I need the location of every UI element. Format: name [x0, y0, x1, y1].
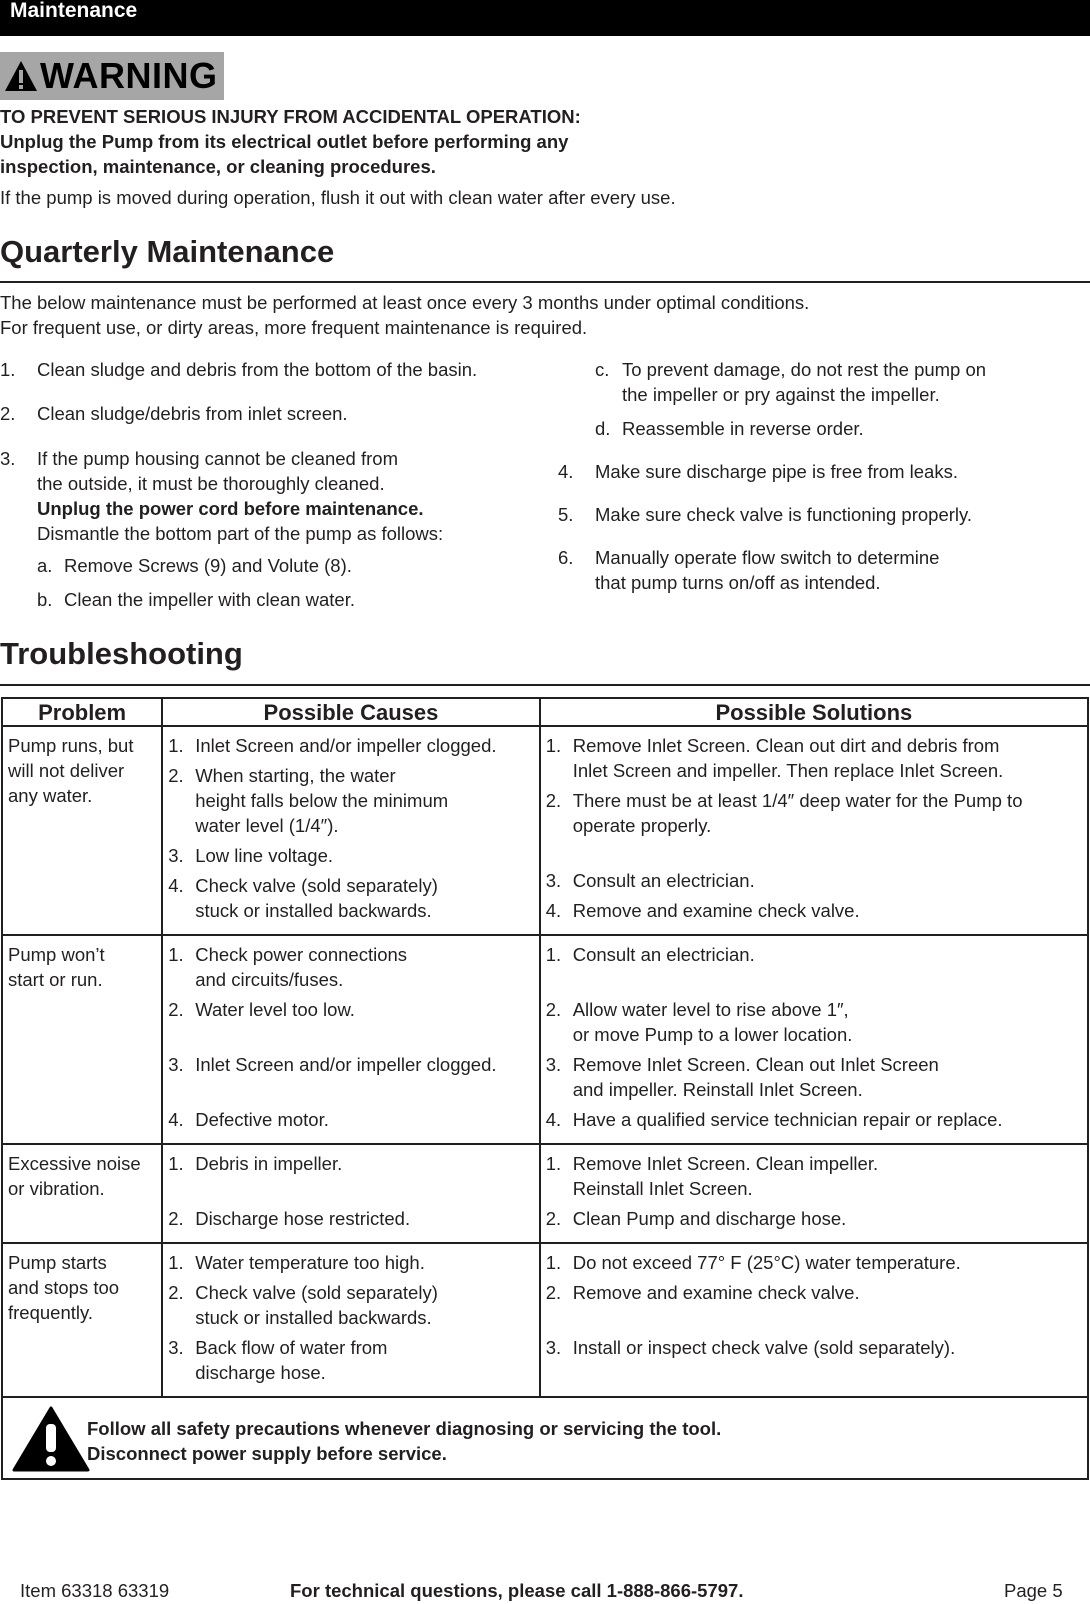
item-text: Reassemble in reverse order.	[622, 418, 864, 439]
item-text-line: Dismantle the bottom part of the pump as follows:	[37, 523, 444, 544]
item-number: 6.	[558, 547, 574, 568]
problem-text-line: or vibration.	[8, 1178, 105, 1199]
item-text: Make sure discharge pipe is free from leaks.	[595, 461, 958, 482]
problem-text-line: Pump runs, but	[8, 735, 134, 756]
entry-text	[195, 942, 407, 992]
cause-entry	[168, 873, 535, 923]
section-header-title: Maintenance	[10, 0, 138, 22]
cause-entry	[168, 733, 535, 758]
solutions-cell	[540, 726, 1088, 935]
problem-text-line: Pump starts	[8, 1252, 107, 1273]
problem-cell	[2, 726, 162, 935]
cause-entry	[168, 763, 535, 838]
entry-text	[573, 1206, 847, 1231]
quarterly-intro	[0, 290, 809, 340]
troubleshooting-body	[2, 726, 1088, 1397]
entry-number: 3.	[168, 845, 184, 866]
entry-number: 2.	[545, 999, 562, 1020]
problem-text-line: any water.	[8, 785, 93, 806]
entry-text-line: water level (1/4″).	[195, 815, 339, 836]
item-number: 3.	[0, 448, 16, 469]
entry-text	[573, 1280, 860, 1330]
item-text-line: Manually operate flow switch to determine	[595, 547, 940, 568]
item-text-line: To prevent damage, do not rest the pump on	[622, 359, 987, 380]
solution-entry	[546, 1280, 1083, 1330]
entry-text-line: Remove Inlet Screen. Clean out Inlet Screen	[572, 1054, 939, 1075]
entry-text-line	[195, 1176, 342, 1201]
entry-number: 1.	[168, 735, 184, 756]
item-text-line: If the pump housing cannot be cleaned from	[37, 448, 398, 469]
solution-entry	[546, 1250, 1083, 1275]
entry-number: 4.	[545, 1109, 562, 1130]
solution-entry	[546, 1151, 1083, 1201]
item-text: Remove Screws (9) and Volute (8).	[64, 555, 352, 576]
entry-number: 1.	[545, 944, 562, 965]
item-number: 2.	[0, 403, 16, 424]
entry-text	[573, 733, 1004, 783]
entry-number: 2.	[168, 1208, 184, 1229]
solution-entry	[546, 942, 1083, 992]
troubleshooting-table	[1, 697, 1089, 1480]
entry-text	[573, 898, 860, 923]
entry-text	[195, 733, 496, 758]
item-text	[595, 545, 939, 595]
entry-text	[573, 1250, 961, 1275]
entry-text-line	[573, 967, 755, 992]
entry-text	[195, 873, 438, 923]
solution-entry	[546, 898, 1083, 923]
column-header-causes: Possible Causes	[162, 698, 540, 726]
entry-text-line: Debris in impeller.	[195, 1153, 343, 1174]
problem-text-line: and stops too	[8, 1277, 120, 1298]
entry-text-line: stuck or installed backwards.	[195, 900, 432, 921]
solution-entry	[546, 733, 1083, 783]
item-text	[622, 357, 986, 407]
entry-number: 2.	[168, 999, 184, 1020]
entry-text	[573, 868, 755, 893]
entry-number: 1.	[168, 944, 184, 965]
entry-number: 2.	[168, 1282, 184, 1303]
entry-text-line: Discharge hose restricted.	[195, 1208, 411, 1229]
cause-entry	[168, 1107, 535, 1132]
entry-number: 1.	[545, 1153, 562, 1174]
solution-entry	[546, 788, 1083, 863]
footer-phone: For technical questions, please call 1-888-866-5797.	[290, 1580, 744, 1601]
entry-text-line: Allow water level to rise above 1″,	[572, 999, 849, 1020]
solutions-cell	[540, 1243, 1088, 1397]
entry-text	[195, 1250, 425, 1275]
solution-entry	[546, 997, 1083, 1047]
intro-line: The below maintenance must be performed at least once every 3 months under optimal conditions.	[0, 292, 810, 313]
entry-text-line: Consult an electrician.	[572, 944, 755, 965]
table-header-row	[2, 698, 1088, 726]
item-text-line: that pump turns on/off as intended.	[595, 572, 881, 593]
entry-text-line: Clean Pump and discharge hose.	[572, 1208, 847, 1229]
maintenance-left-column	[0, 357, 560, 617]
entry-text	[573, 997, 853, 1047]
table-row	[2, 1243, 1088, 1397]
entry-text-line: Inlet Screen and impeller. Then replace Inlet Screen.	[572, 760, 1004, 781]
entry-text	[573, 1151, 878, 1201]
entry-text	[573, 1052, 939, 1102]
entry-text-line: Check valve (sold separately)	[195, 875, 438, 896]
entry-text-line: or move Pump to a lower location.	[572, 1024, 853, 1045]
entry-text-line	[195, 1022, 355, 1047]
solution-entry	[546, 1052, 1083, 1102]
flush-note: If the pump is moved during operation, flush it out with clean water after every use.	[0, 187, 676, 208]
entry-text	[195, 763, 448, 838]
entry-text-line: Water temperature too high.	[195, 1252, 425, 1273]
safety-message	[87, 1416, 721, 1466]
quarterly-maintenance-title: Quarterly Maintenance	[0, 234, 335, 269]
entry-text	[573, 1107, 1003, 1132]
entry-number: 2.	[545, 1282, 562, 1303]
entry-text	[195, 1107, 329, 1132]
problem-text-line: Excessive noise	[8, 1153, 141, 1174]
entry-text	[573, 1335, 956, 1360]
entry-text-line	[573, 1305, 860, 1330]
causes-cell	[162, 935, 540, 1144]
entry-text-line: Consult an electrician.	[572, 870, 755, 891]
entry-text-line: Back flow of water from	[195, 1337, 388, 1358]
cause-entry	[168, 1151, 535, 1201]
causes-cell	[162, 1243, 540, 1397]
item-letter: a.	[37, 555, 53, 576]
section-divider	[0, 281, 1090, 283]
entry-number: 4.	[168, 875, 184, 896]
problem-cell	[2, 1144, 162, 1243]
entry-text-line: Remove Inlet Screen. Clean out dirt and debris from	[572, 735, 1000, 756]
entry-text-line: Have a qualified service technician repair or replace.	[572, 1109, 1003, 1130]
entry-number: 1.	[168, 1153, 184, 1174]
entry-number: 3.	[545, 870, 562, 891]
item-number: 4.	[558, 461, 574, 482]
entry-text-line: Low line voltage.	[195, 845, 334, 866]
cause-entry	[168, 997, 535, 1047]
problem-text-line: will not deliver	[8, 760, 125, 781]
item-text: Make sure check valve is functioning properly.	[595, 504, 973, 525]
problem-text-line: start or run.	[8, 969, 103, 990]
item-letter: d.	[595, 418, 611, 439]
warning-line: Unplug the Pump from its electrical outlet before performing any	[0, 131, 569, 152]
table-row	[2, 935, 1088, 1144]
solutions-cell	[540, 935, 1088, 1144]
entry-text-line: height falls below the minimum	[195, 790, 449, 811]
column-header-problem: Problem	[2, 698, 162, 726]
entry-text-line: Remove and examine check valve.	[572, 1282, 860, 1303]
entry-text-line: stuck or installed backwards.	[195, 1307, 432, 1328]
safety-row	[2, 1397, 1088, 1479]
solution-entry	[546, 868, 1083, 893]
item-text: Clean the impeller with clean water.	[64, 589, 356, 610]
table-row	[2, 726, 1088, 935]
entry-number: 1.	[168, 1252, 184, 1273]
entry-number: 1.	[545, 735, 562, 756]
entry-text	[195, 1052, 496, 1102]
table-row	[2, 1144, 1088, 1243]
entry-text-line: operate properly.	[572, 815, 712, 836]
cause-entry	[168, 1280, 535, 1330]
item-letter: b.	[37, 589, 53, 610]
section-divider	[0, 684, 1090, 686]
cause-entry	[168, 1206, 535, 1231]
warning-triangle-icon	[12, 1406, 90, 1472]
entry-number: 4.	[545, 900, 562, 921]
entry-text-line: Inlet Screen and/or impeller clogged.	[195, 735, 497, 756]
warning-line: inspection, maintenance, or cleaning procedures.	[0, 156, 436, 177]
cause-entry	[168, 843, 535, 868]
column-header-solutions: Possible Solutions	[540, 698, 1088, 726]
entry-text	[195, 1335, 387, 1385]
safety-line: Follow all safety precautions whenever diagnosing or servicing the tool.	[87, 1418, 722, 1439]
solution-entry	[546, 1206, 1083, 1231]
entry-text-line: There must be at least 1/4″ deep water for the Pump to	[572, 790, 1023, 811]
entry-text	[195, 997, 355, 1047]
warning-text	[0, 104, 700, 179]
entry-text-line: Install or inspect check valve (sold separately).	[572, 1337, 956, 1358]
problem-cell	[2, 1243, 162, 1397]
entry-text-line: When starting, the water	[195, 765, 396, 786]
item-text-line: the outside, it must be thoroughly cleaned.	[37, 473, 385, 494]
item-text: Clean sludge/debris from inlet screen.	[37, 403, 348, 424]
entry-text-line: Reinstall Inlet Screen.	[572, 1178, 753, 1199]
entry-number: 2.	[168, 765, 184, 786]
warning-label: WARNING	[40, 55, 218, 96]
cause-entry	[168, 1052, 535, 1102]
cause-entry	[168, 1250, 535, 1275]
entry-number: 3.	[545, 1054, 562, 1075]
cause-entry	[168, 942, 535, 992]
item-text-line: the impeller or pry against the impeller.	[622, 384, 940, 405]
footer-item-number: Item 63318 63319	[20, 1580, 170, 1601]
entry-number: 3.	[545, 1337, 562, 1358]
entry-text-line: Check valve (sold separately)	[195, 1282, 438, 1303]
item-number: 1.	[0, 359, 16, 380]
entry-number: 2.	[545, 1208, 562, 1229]
entry-number: 4.	[168, 1109, 184, 1130]
warning-line: TO PREVENT SERIOUS INJURY FROM ACCIDENTAL OPERATION:	[0, 106, 581, 127]
cause-entry	[168, 1335, 535, 1385]
item-text	[37, 446, 443, 546]
footer-page-number: Page 5	[1004, 1580, 1063, 1601]
entry-text-line: Inlet Screen and/or impeller clogged.	[195, 1054, 497, 1075]
entry-text-line: Defective motor.	[195, 1109, 329, 1130]
causes-cell	[162, 1144, 540, 1243]
entry-text-line: Water level too low.	[195, 999, 355, 1020]
entry-text-line	[195, 1077, 496, 1102]
solution-entry	[546, 1107, 1083, 1132]
entry-text-line: discharge hose.	[195, 1362, 326, 1383]
solution-entry	[546, 1335, 1083, 1360]
entry-text-line: Remove and examine check valve.	[572, 900, 860, 921]
solutions-cell	[540, 1144, 1088, 1243]
entry-number: 1.	[545, 1252, 562, 1273]
entry-text	[195, 843, 333, 868]
safety-cell	[2, 1397, 1088, 1479]
warning-badge	[0, 52, 224, 100]
entry-text	[573, 942, 755, 992]
problem-text-line: frequently.	[8, 1302, 94, 1323]
warning-triangle-icon	[4, 59, 38, 93]
entry-text	[195, 1206, 410, 1231]
safety-line: Disconnect power supply before service.	[87, 1443, 447, 1464]
entry-text	[195, 1280, 438, 1330]
section-header-bar	[0, 0, 1090, 36]
troubleshooting-title: Troubleshooting	[0, 636, 243, 671]
item-text-bold: Unplug the power cord before maintenance.	[37, 498, 424, 519]
entry-number: 2.	[545, 790, 562, 811]
maintenance-right-column	[558, 357, 1088, 597]
entry-text	[573, 788, 1023, 863]
intro-line: For frequent use, or dirty areas, more frequent maintenance is required.	[0, 317, 588, 338]
entry-text-line: and impeller. Reinstall Inlet Screen.	[572, 1079, 863, 1100]
item-number: 5.	[558, 504, 574, 525]
entry-text-line: Check power connections	[195, 944, 408, 965]
entry-text	[195, 1151, 342, 1201]
entry-number: 3.	[168, 1337, 184, 1358]
problem-text-line: Pump won’t	[8, 944, 105, 965]
item-letter: c.	[595, 359, 610, 380]
entry-text-line: Do not exceed 77° F (25°C) water temperature.	[572, 1252, 961, 1273]
entry-text-line: Remove Inlet Screen. Clean impeller.	[572, 1153, 879, 1174]
item-text: Clean sludge and debris from the bottom of the basin.	[37, 359, 478, 380]
problem-cell	[2, 935, 162, 1144]
entry-number: 3.	[168, 1054, 184, 1075]
entry-text-line	[573, 838, 1023, 863]
causes-cell	[162, 726, 540, 935]
entry-text-line: and circuits/fuses.	[195, 969, 344, 990]
